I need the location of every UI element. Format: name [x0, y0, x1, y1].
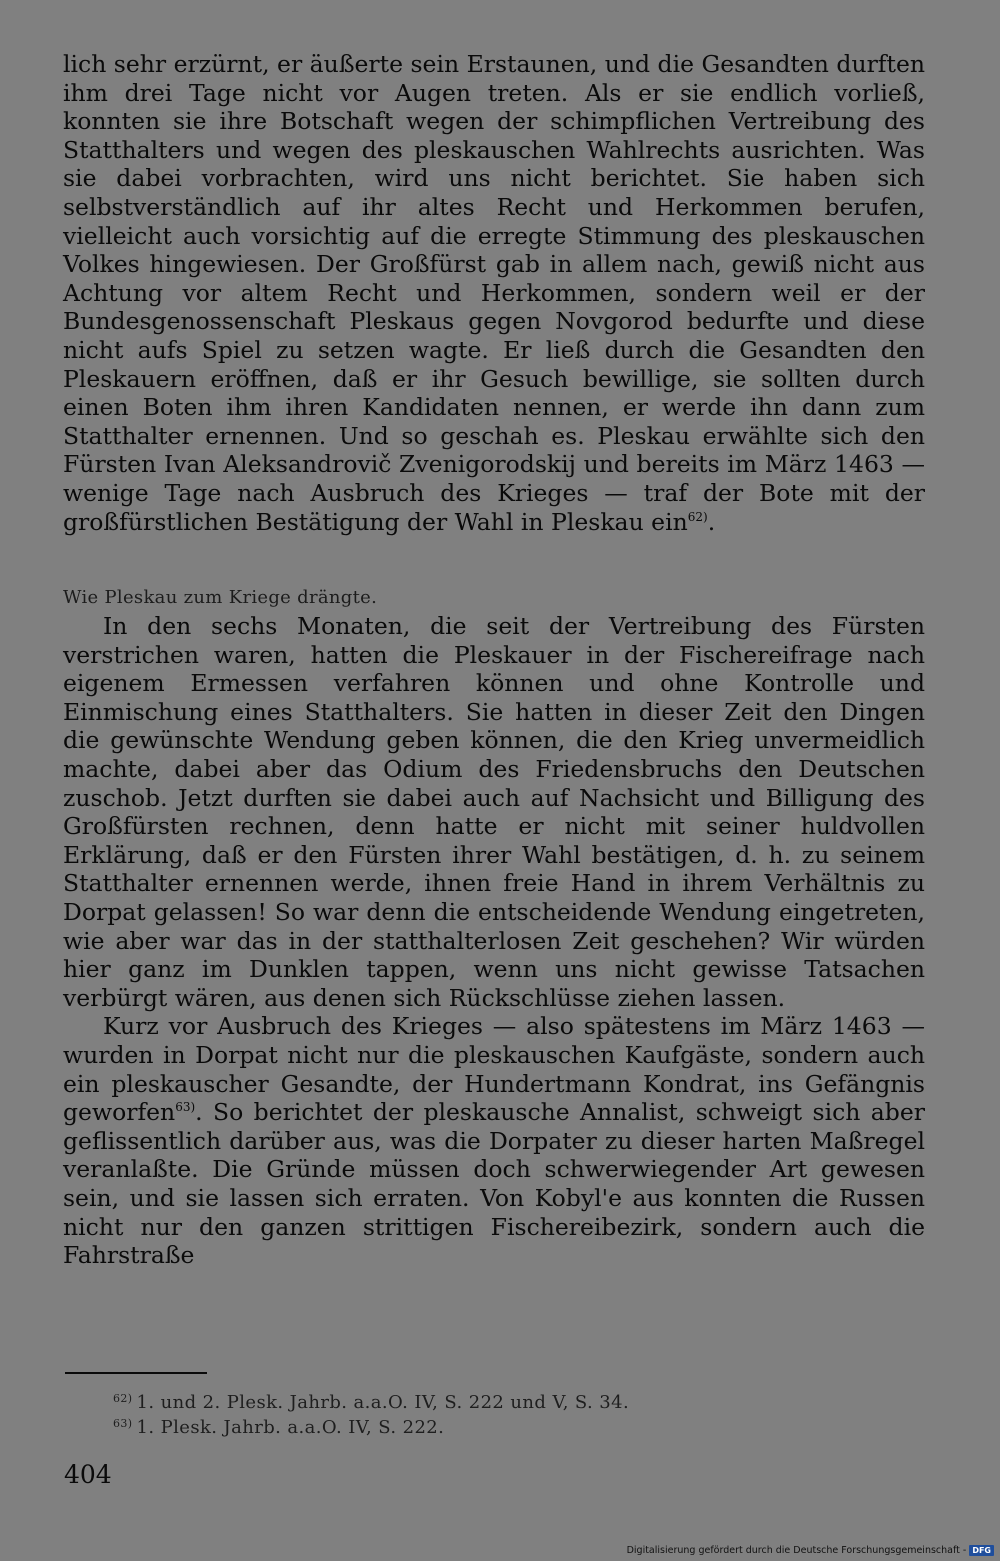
paragraph-1-text: lich sehr erzürnt, er äußerte sein Erstaunen, und die Gesandten durften ihm drei Tage nicht vor Augen treten. Als er sie endlich vorließ, konnten sie ihre Botschaft wegen der schimpflichen Vertreibung des Statthalters und wegen des pleskauschen Wahlrechts ausrichten. Was sie dabei vorbrachten, wird uns nicht berichtet. Sie haben sich selbstverständlich auf ihr altes Recht und Herkommen berufen, vielleicht auch vorsichtig auf die erregte Stimmung des pleskauschen Volkes hingewiesen. Der Großfürst gab in allem nach, gewiß nicht aus Achtung vor altem Recht und Herkommen, sondern weil er der Bundesgenossenschaft Pleskaus gegen Novgorod bedurfte und diese nicht aufs Spiel zu setzen wagte. Er ließ durch die Gesandten den Pleskauern eröffnen, daß er ihr Gesuch bewillige, sie sollten durch einen Boten ihm ihren Kandidaten nennen, er werde ihn dann zum Statthalter ernennen. Und so geschah es. Pleskau erwählte sich den Fürsten Ivan Aleksandrovič Zvenigorodskij und bereits im März 1463 — wenige Tage nach Ausbruch des Krieges — traf der Bote mit der großfürstlichen Bestätigung der Wahl in Pleskau ein	[63, 50, 925, 536]
footnote-divider	[65, 1372, 207, 1374]
section-heading: Wie Pleskau zum Kriege drängte.	[63, 587, 378, 609]
footnote-mark: 62)	[113, 1392, 133, 1405]
paragraph-2: In den sechs Monaten, die seit der Vertreibung des Fürsten verstrichen waren, hatten die Pleskauer in der Fischereifrage nach eigenem Ermessen verfahren können und ohne Kontrolle und Einmischung eines Statthalters. Sie hatten in dieser Zeit den Dingen die gewünschte Wendung geben können, die den Krieg unvermeidlich machte, dabei aber das Odium des Friedensbruchs den Deutschen zuschob. Jetzt durften sie dabei auch auf Nachsicht und Billigung des Großfürsten rechnen, denn hatte er nicht mit seiner huldvollen Erklärung, daß er den Fürsten ihrer Wahl bestätigen, d. h. zu seinem Statthalter ernennen werde, ihnen freie Hand in ihrem Verhältnis zu Dorpat gelassen! So war denn die entscheidende Wendung eingetreten, wie aber war das in der statthalterlosen Zeit geschehen? Wir würden hier ganz im Dunklen tappen, wenn uns nicht gewisse Tatsachen verbürgt wären, aus denen sich Rückschlüsse ziehen lassen.	[63, 612, 925, 1012]
paragraph-3	[63, 1012, 925, 1269]
digitization-credit	[627, 1545, 994, 1556]
footnote-text: 1. Plesk. Jahrb. a.a.O. IV, S. 222.	[136, 1417, 445, 1438]
paragraph-1	[63, 50, 925, 536]
credit-text: Digitalisierung gefördert durch die Deutsche Forschungsgemeinschaft -	[626, 1545, 967, 1556]
paragraph-1-end: .	[707, 507, 716, 536]
paragraph-3-text-a: Kurz vor Ausbruch des Krieges — also spätestens im März 1463 — wurden in Dorpat nicht nur die pleskauschen Kaufgäste, sondern auch ein pleskauscher Gesandte, der Hundertmann Kondrat, ins Gefängnis geworfen	[63, 1012, 925, 1127]
footnote-text: 1. und 2. Plesk. Jahrb. a.a.O. IV, S. 222 und V, S. 34.	[136, 1392, 630, 1413]
dfg-logo-icon: DFG	[969, 1545, 994, 1556]
paragraph-3-text-b: . So berichtet der pleskausche Annalist, schweigt sich aber geflissentlich darüber aus, was die Dorpater zu dieser harten Maßregel veranlaßte. Die Gründe müssen doch schwerwiegender Art gewesen sein, und sie lassen sich erraten. Von Kobyl'e aus konnten die Russen nicht nur den ganzen strittigen Fischereibezirk, sondern auch die Fahrstraße	[63, 1098, 925, 1270]
footnote-mark: 63)	[113, 1417, 133, 1430]
footnote-ref-63[interactable]: 63)	[175, 1100, 196, 1115]
footnote-62	[113, 1390, 629, 1415]
footnote-ref-62[interactable]: 62)	[687, 509, 708, 524]
footnotes	[113, 1390, 629, 1440]
page-number: 404	[64, 1460, 112, 1489]
page-body	[63, 50, 925, 1270]
footnote-63	[113, 1415, 629, 1440]
